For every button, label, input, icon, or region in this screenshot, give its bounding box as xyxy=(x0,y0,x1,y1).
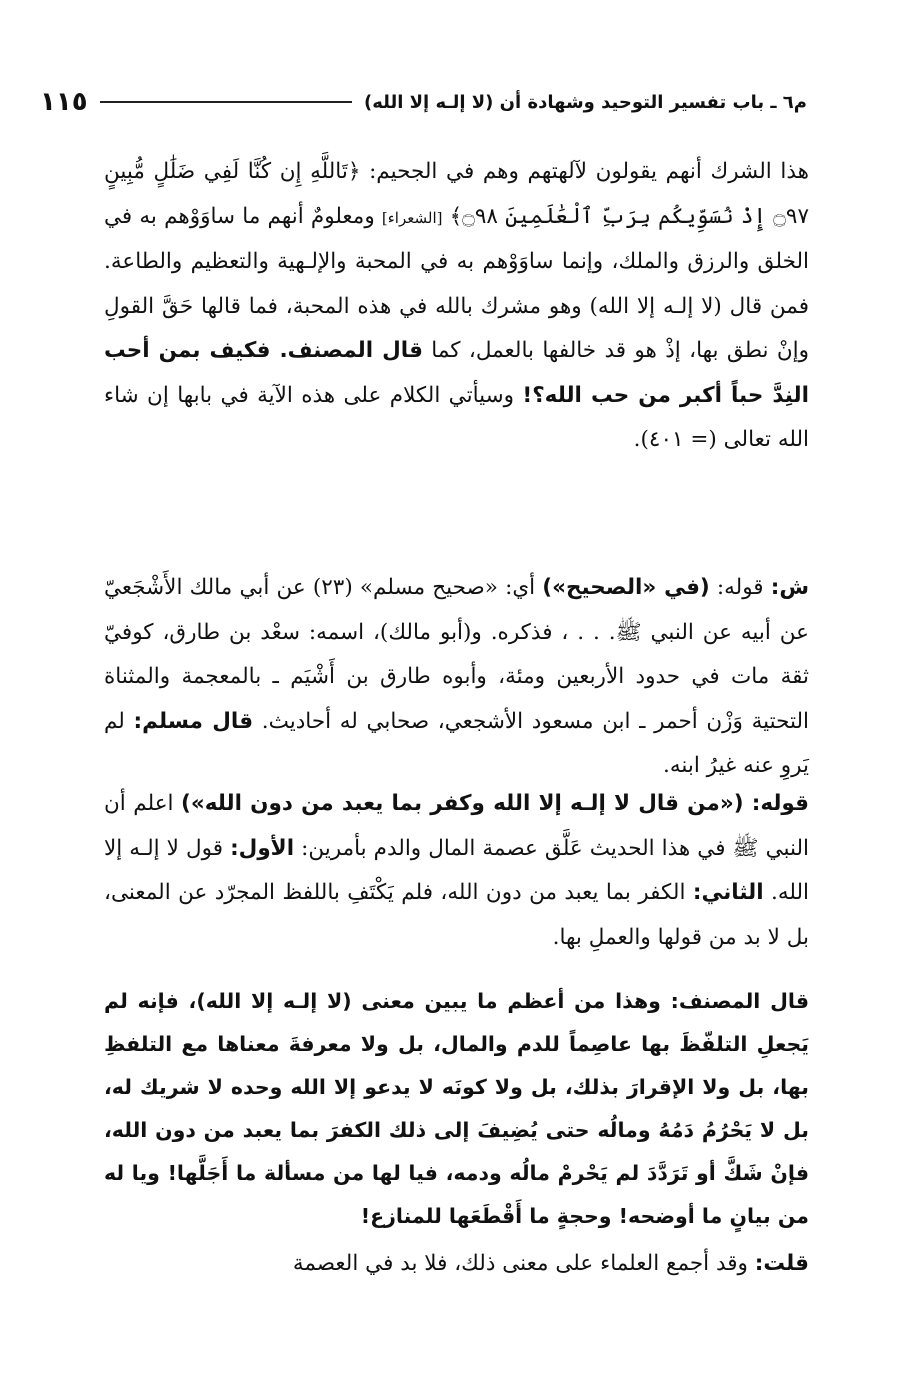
qawluhu-mark: قوله: xyxy=(751,791,809,816)
bold-reference: (في «الصحيح») xyxy=(542,575,710,600)
paragraph-5 xyxy=(104,1242,809,1287)
paragraph-3-text-1: اعلم أن النبي ﷺ في هذا الحديث عَلَّق عصمة المال والدم بأمرين: xyxy=(104,791,809,861)
verse-citation: [الشعراء] xyxy=(381,208,443,227)
commentary-mark: ش: xyxy=(770,575,809,600)
second-label: الثاني: xyxy=(692,880,764,905)
page-number: ١١٥ xyxy=(40,87,88,117)
paragraph-3 xyxy=(104,782,809,960)
paragraph-1 xyxy=(104,150,809,463)
author-label-2: قال مسلم: xyxy=(133,708,254,734)
paragraph-1-text-2: ومعلومٌ أنهم ما ساوَوْهم به في الخلق والرزق والملك، وإنما ساوَوْهم به في المحبة والإلـهية والتعظيم والطاعة. فمن قال (لا إلـه إلا الله) وهو مشرك بالله في هذه المحبة، فما قالها حَقَّ القولِ وإنْ نطق بها، إذْ هو قد خالفها بالعمل، كما xyxy=(104,203,809,363)
author-label-1: قال المصنف. xyxy=(279,338,423,363)
paragraph-1-text-3: وسيأتي الكلام على هذه الآية في بابها إن شاء الله تعالى (= ٤٠١). xyxy=(104,382,809,452)
paragraph-4-text: قال المصنف: وهذا من أعظم ما يبين معنى (لا إلـه إلا الله)، فإنه لم يَجعلِ التلفّظَ بها عاصِماً للدم والمال، بل ولا معرفةَ معناها مع التلفظِ بها، بل ولا الإقرارَ بذلك، بل ولا كونَه لا يدعو إلا الله وحده لا شريك له، بل لا يَحْرُمُ دَمُهُ ومالُه حتى يُضِيفَ إلى ذلك الكفرَ بما يعبد من دون الله، فإنْ شَكَّ أو تَرَدَّدَ لم يَحْرمْ مالُه ودمه، فيا لها من مسألة ما أَجَلَّها! ويا له من بيانٍ ما أوضحه! وحجةٍ ما أَقْطَعَها للمنازع! xyxy=(104,989,809,1228)
page-header xyxy=(40,82,807,122)
paragraph-5-text: وقد أجمع العلماء على معنى ذلك، فلا بد في العصمة xyxy=(292,1251,755,1276)
bold-quote-1: فكيف بمن أحب النِدَّ حباً أكبر من حب الله؟! xyxy=(104,338,809,408)
paragraph-4 xyxy=(104,980,809,1238)
first-label: الأول: xyxy=(230,835,295,861)
paragraph-1-text-1: هذا الشرك أنهم يقولون لآلهتهم وهم في الجحيم: ﴿تَاللَّهِ إِن كُنَّا لَفِي ضَلَٰلٍ مُّبِينٍ ۝٩٧ إِذْ نُسَوِّيكُم بِرَبِّ ٱلْعَٰلَمِينَ ۝٩٨﴾ xyxy=(104,159,809,229)
paragraph-2-text-3: لم يَروِ عنه غيرُ ابنه. xyxy=(104,708,809,778)
paragraph-2-text-2: أي: «صحيح مسلم» (٢٣) عن أبي مالك الأَشْجَعيّ عن أبيه عن النبي ﷺ. . . ، فذكره. و(أبو مالك)، اسمه: سعْد بن طارق، كوفيّ ثقة مات في حدود الأربعين ومئة، وأبوه طارق بن أَشْيَم ـ بالمعجمة والمثناة التحتية وَزْن أحمر ـ ابن مسعود الأشجعي، صحابي له أحاديث. xyxy=(104,575,809,734)
header-rule xyxy=(100,101,352,103)
paragraph-2 xyxy=(104,566,809,789)
hadith-quote: («من قال لا إلـه إلا الله وكفر بما يعبد من دون الله») xyxy=(181,791,752,816)
running-title: م٦ ـ باب تفسير التوحيد وشهادة أن (لا إلـه إلا الله) xyxy=(363,91,807,113)
paragraph-3-text-3: الكفر بما يعبد من دون الله، فلم يَكْتَفِ باللفظ المجرّد عن المعنى، بل لا بد من قولها والعملِ بها. xyxy=(104,880,809,950)
qultu-mark: قلت: xyxy=(754,1251,809,1276)
paragraph-2-text-1: قوله: xyxy=(709,575,771,600)
paragraph-3-text-2: قول لا إلـه إلا الله. xyxy=(104,835,809,905)
